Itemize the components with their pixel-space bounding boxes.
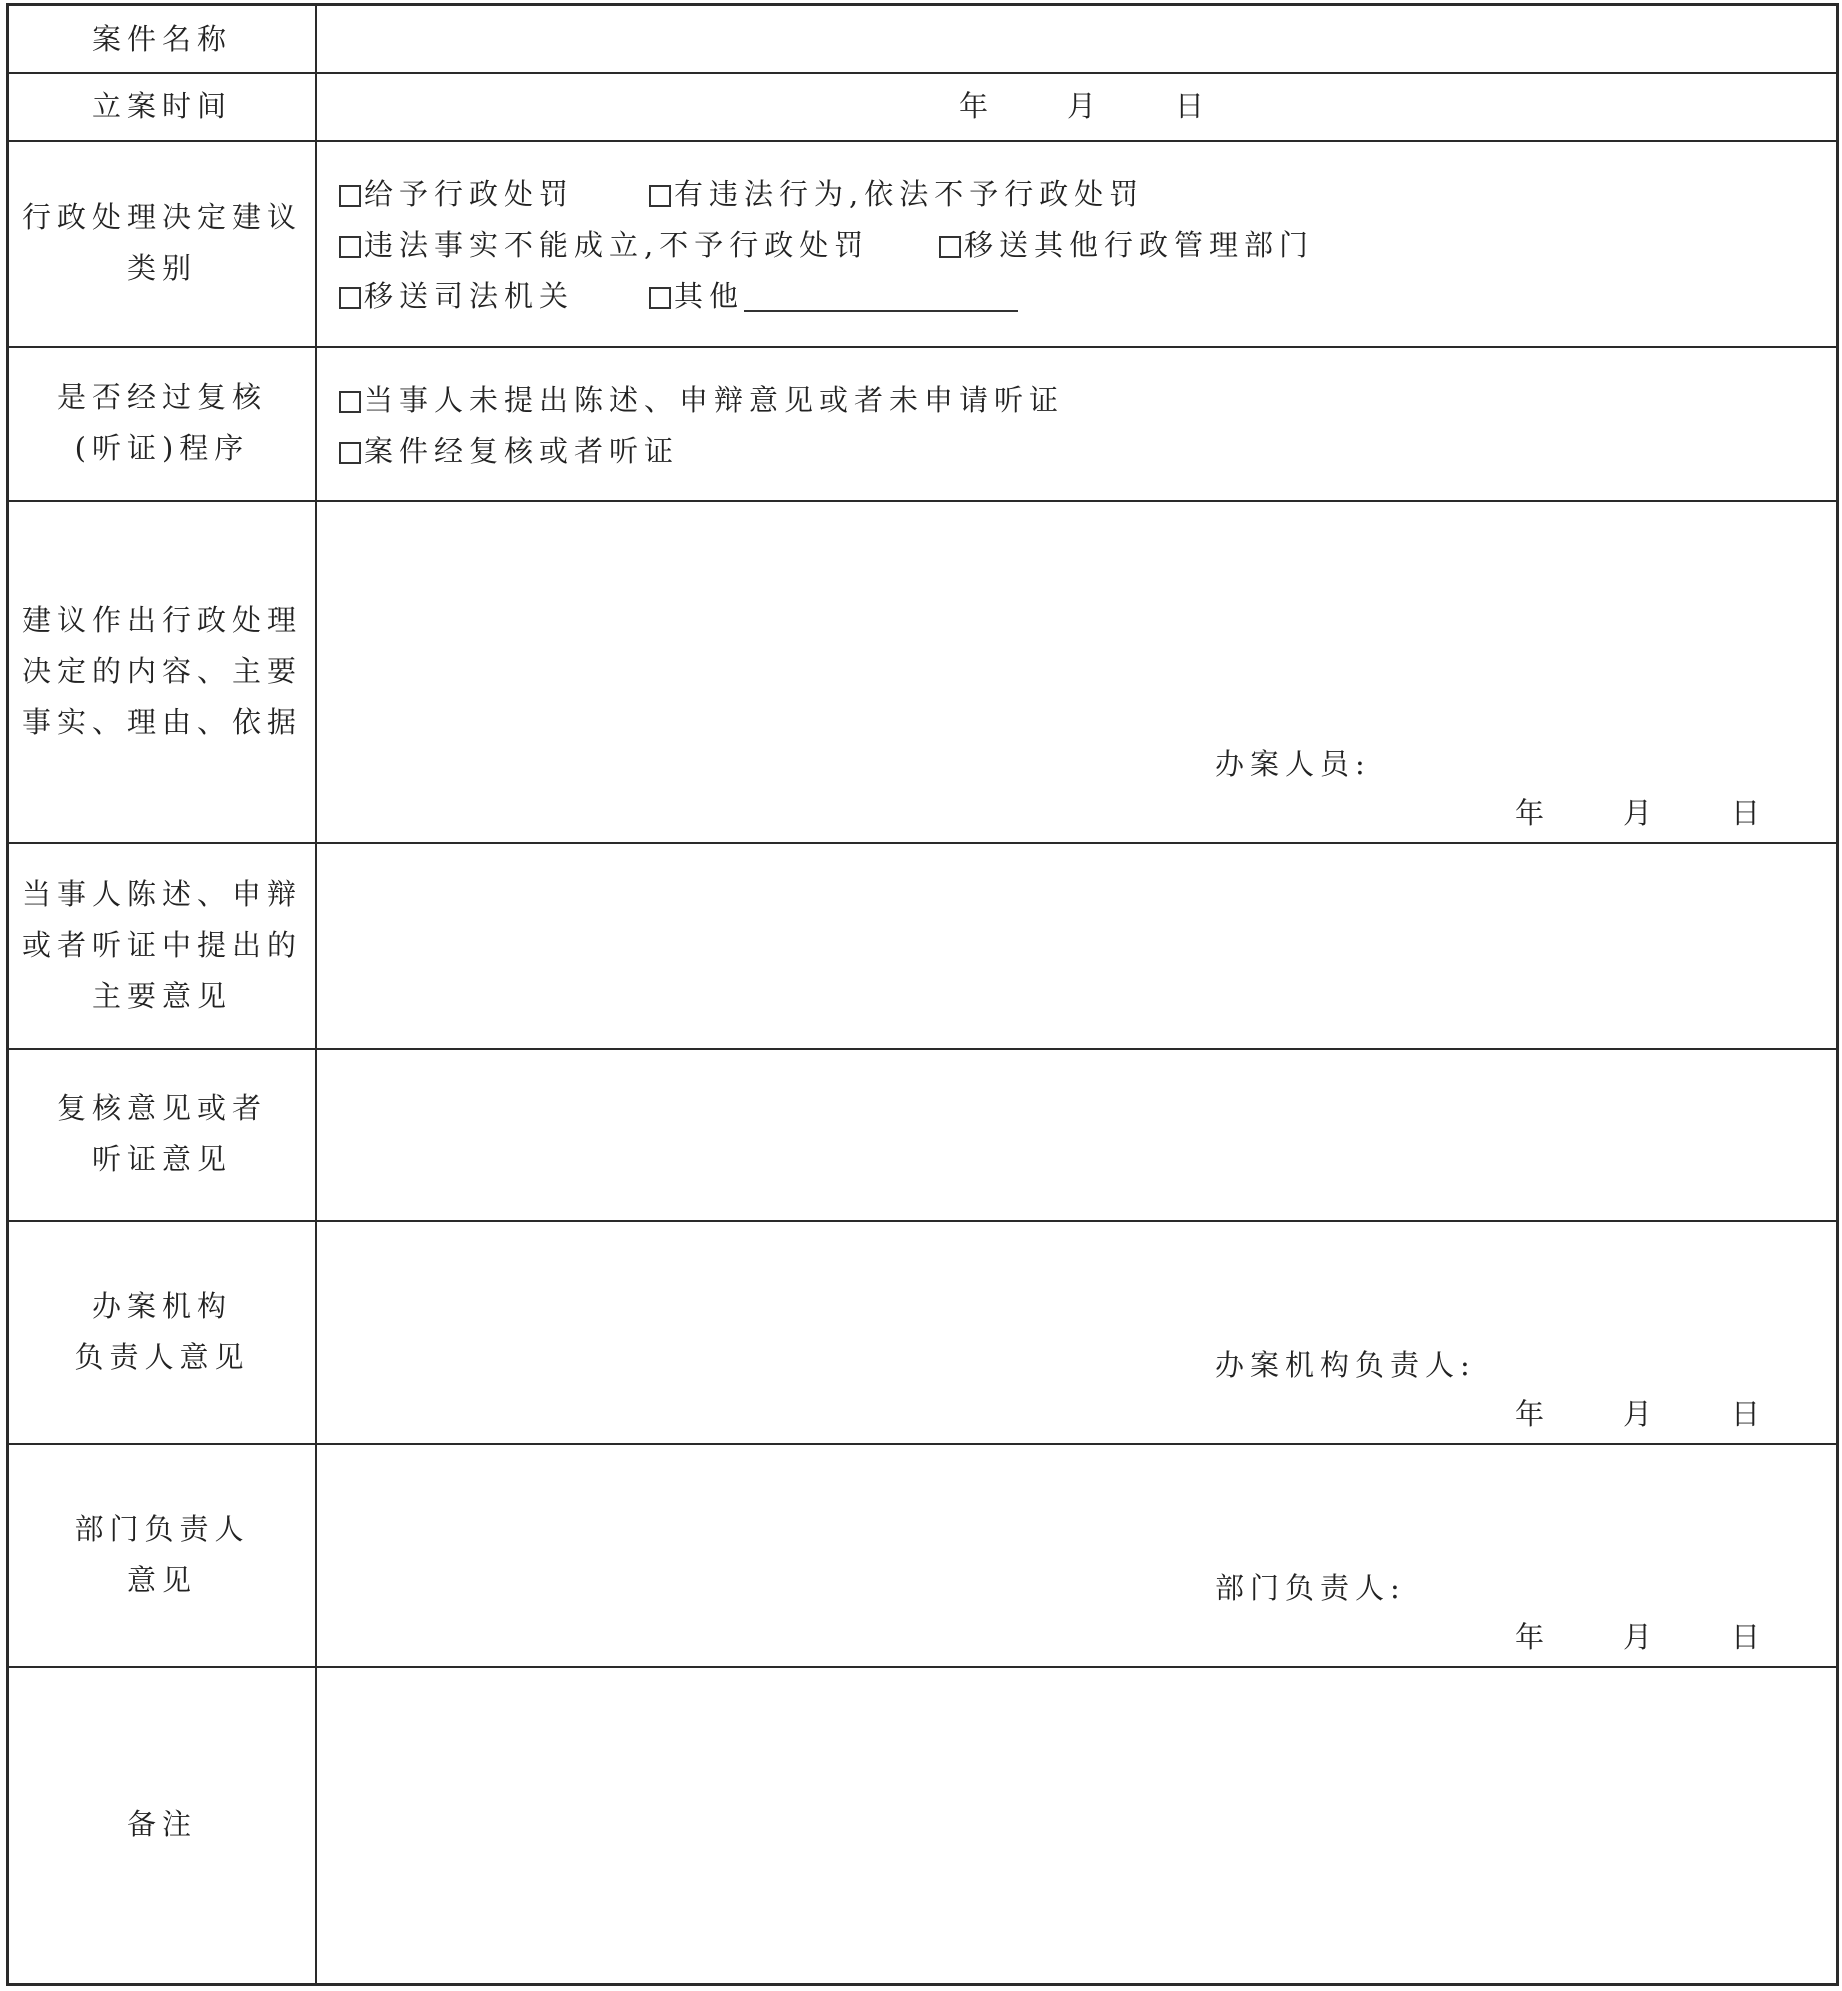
agency-head-opinion-label: 办案机构 负责人意见 (74, 1288, 250, 1374)
agency-opinion-date: 年 月 日 (1515, 1397, 1767, 1431)
checkbox[interactable] (339, 236, 361, 258)
other-blank-field[interactable] (744, 280, 1018, 312)
case-name-label: 案件名称 (91, 21, 232, 56)
case-handler-signature-label: 办案人员: (1215, 747, 1371, 781)
agency-head-signature-label: 办案机构负责人: (1215, 1348, 1476, 1382)
year-label: 年 (959, 89, 995, 123)
option-transfer-judicial[interactable]: 移送司法机关 (339, 276, 574, 316)
option-reviewed-or-heard[interactable]: 案件经复核或者听证 (339, 431, 679, 471)
column-divider (315, 6, 317, 1983)
checkbox[interactable] (939, 236, 961, 258)
proposal-label: 建议作出行政处理 决定的内容、主要 事实、理由、依据 (21, 602, 302, 739)
checkbox[interactable] (649, 185, 671, 207)
review-opinion-label: 复核意见或者 听证意见 (56, 1091, 267, 1176)
checkbox[interactable] (649, 287, 671, 309)
category-label: 行政处理决定建议 类别 (21, 200, 302, 285)
option-other[interactable]: 其他 (649, 276, 1018, 316)
checkbox[interactable] (339, 185, 361, 207)
checkbox[interactable] (339, 442, 361, 464)
option-impose-penalty[interactable]: 给予行政处罚 (339, 174, 574, 214)
option-transfer-admin-dept[interactable]: 移送其他行政管理部门 (939, 225, 1314, 265)
case-review-form (6, 3, 1839, 1986)
filing-date (959, 86, 1210, 126)
review-process-label: 是否经过复核 (听证)程序 (56, 380, 267, 465)
dept-head-signature-label: 部门负责人: (1215, 1571, 1406, 1605)
dept-opinion-date: 年 月 日 (1515, 1620, 1767, 1654)
dept-head-opinion-label: 部门负责人 意见 (74, 1511, 250, 1597)
option-facts-not-established[interactable]: 违法事实不能成立,不予行政处罚 (339, 225, 869, 265)
option-no-statement[interactable]: 当事人未提出陈述、申辩意见或者未申请听证 (339, 380, 1064, 420)
day-label: 日 (1175, 89, 1211, 123)
party-opinion-label: 当事人陈述、申辩 或者听证中提出的 主要意见 (21, 876, 302, 1013)
checkbox[interactable] (339, 391, 361, 413)
option-violation-no-penalty[interactable]: 有违法行为,依法不予行政处罚 (649, 174, 1144, 214)
remarks-label: 备注 (126, 1807, 197, 1841)
proposal-date: 年 月 日 (1515, 796, 1767, 830)
checkbox[interactable] (339, 287, 361, 309)
month-label: 月 (1067, 89, 1103, 123)
filing-time-label: 立案时间 (91, 88, 232, 123)
